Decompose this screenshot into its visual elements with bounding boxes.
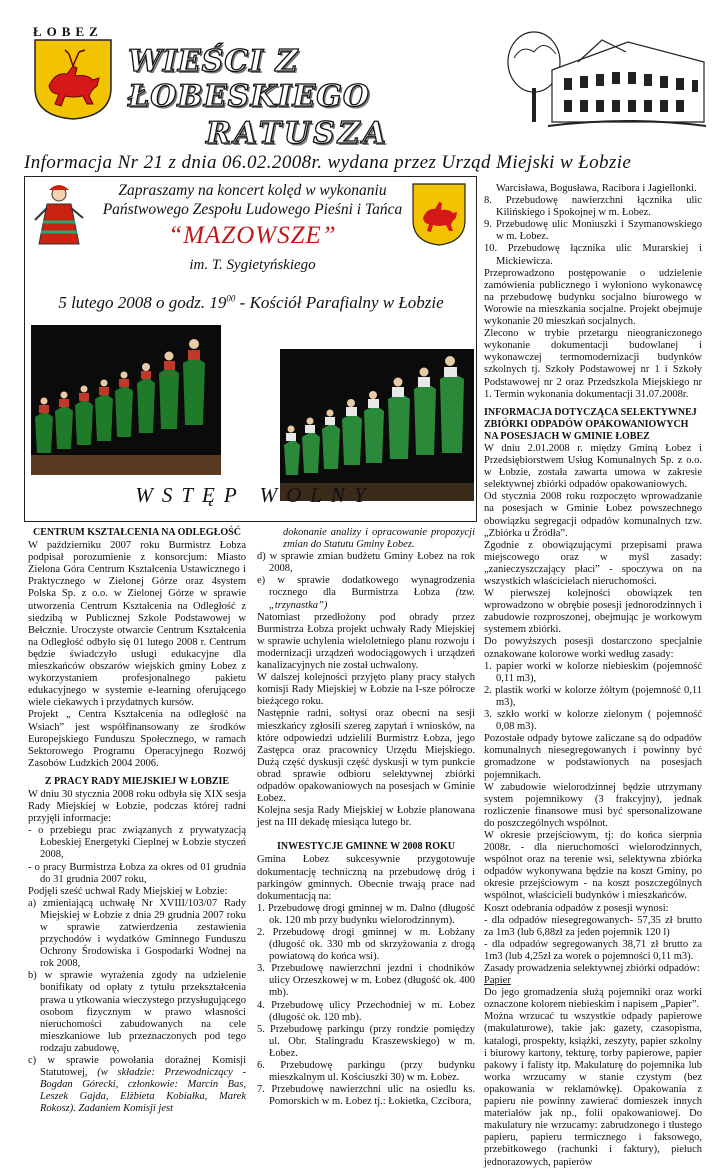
list-item: 3. szkło worki w kolorze zielonym ( pojemność 0,08 m3). <box>484 709 702 733</box>
paragraph: Pozostałe odpady bytowe zaliczane są do odpadów komunalnych niesegregowanych i powinny być gromadzone w podstawionych na posesjach pojemnikach. <box>484 733 702 781</box>
list-item: - o pracy Burmistrza Łobza za okres od 01 grudnia do 31 grudnia 2007 roku, <box>28 861 246 885</box>
list-item <box>28 1055 246 1115</box>
free-entry-text: WSTĘP WOLNY <box>135 483 375 507</box>
dancers-photo-left <box>31 325 221 475</box>
paragraph: W pierwszej kolejności obowiązek ten wprowadzono w obrębie posesji jednorodzinnych i zabudowie rozproszonej, obejmując je workowym systemem zbiórki. <box>484 588 702 636</box>
paragraph: Podjęli sześć uchwał Rady Miejskiej w Łobzie: <box>28 885 228 897</box>
folk-doll-icon <box>31 182 87 252</box>
list-item-italic: (tzw. „trzynastka”) <box>269 587 475 611</box>
list-item: 9. Przebudowę ulic Moniuszki i Szymanowskiego w m. Łobez. <box>484 219 702 243</box>
list-item-text: c) w sprawie powołania doraźnej Komisji Statutowej, <box>28 1055 246 1079</box>
list-item: 1. papier worki w kolorze niebieskim (pojemność 0,11 m3), <box>484 660 702 684</box>
list-item-text: e) w sprawie dodatkowego wynagrodzenia rocznego dla Burmistrza Łobza <box>257 575 475 599</box>
list-item: 8. Przebudowę nawierzchni łącznika ulic Kilińskiego i Spokojnej w m. Łobez. <box>484 195 702 219</box>
concert-venue: - Kościół Parafialny w Łobzie <box>235 293 444 312</box>
list-item: dokonanie analizy i opracowanie propozycji zmian do Statutu Gminy Łobez. <box>283 527 475 551</box>
ensemble-patron: im. T. Sygietyńskiego <box>189 257 316 273</box>
masthead <box>128 44 518 151</box>
paragraph: Koszt odebrania odpadów z posesji wynosi: <box>484 902 669 914</box>
list-item: 2. plastik worki w kolorze żółtym (pojemność 0,11 m3), <box>484 684 702 708</box>
paragraph: W okresie przejściowym, tj: do końca sierpnia 2008r. - dla nieruchomości wielorodzinnych, wspólnot oraz na terenie wsi, selektywna zbiórka odpadów wykonywana będzie na koszt Gminy, po okresie przejściowym - na koszt poszczególnych wspólnot, właścicieli budynków i mieszkańców. <box>484 829 702 902</box>
header <box>0 0 725 173</box>
paragraph: Zlecono w trybie przetargu nieograniczonego wykonanie dokumentacji budowlanej i wykonawczej termomodernizacji budynków szkolnych tj. Szkoły Podstawowej nr 1 i Szkoły Podstawowej nr 2 oraz Przedszkola Miejskiego nr 1. Termin wykonania dokumentacji 31.07.2008r. <box>484 328 702 400</box>
list-item: 2. Przebudowę drogi gminnej w m. Łobżany (długość ok. 330 mb od skrzyżowania z drogą powiatową do końca wsi). <box>257 927 475 963</box>
subheading-paper: Papier <box>484 975 511 987</box>
paragraph: Zasady prowadzenia selektywnej zbiórki odpadów: <box>484 963 700 974</box>
masthead-line1: WIEŚCI Z ŁOBESKIEGO <box>128 44 371 114</box>
masthead-line2: RATUSZA <box>206 116 389 151</box>
paragraph: Przeprowadzono postępowanie o udzielenie zamówienia publicznego i wyłoniono wykonawcę na przebudowę budynku socjalno biurowego w Worowie na mieszkania socjalne. Projekt obejmuje wykonanie 20 mieszkań socjalnych. <box>484 267 702 328</box>
heading-city-council: Z PRACY RADY MIEJSKIEJ W ŁOBZIE <box>44 775 230 787</box>
paragraph: Do powyższych posesji dostarczono specjalnie oznakowane kolorowe worki według zasady: <box>484 636 702 660</box>
crest-label: ŁOBEZ <box>33 24 103 39</box>
paragraph: W październiku 2007 roku Burmistrz Łobza podpisał porozumienie z konsorcjum: Miasto Zielona Góra Centrum Kształcenia Ustawicznego i Praktycznego w Zielonej Górze oraz 4system Polska Sp. z o.o. w Zielonej Górze w sprawie utworzenia Centrum Kształcenia na Odległość z siedzibą w Publicznej Szkole Podstawowej w Bełcznie. Uroczyste otwarcie Centrum Kształcenia na Odległość odbyło się 01 lutego 2008 r. Centrum będzie świadczyło usługi edukacyjne dla mieszkańców obszarów wiejskich gminy Łobez z wykorzystaniem profesjonalnego pakietu edukacyjnego w systemie e-learning oferującego wiele ciekawych i przydatnych kursów. <box>28 540 246 709</box>
heading-distance-learning: CENTRUM KSZTAŁCENIA NA ODLEGŁOŚĆ <box>33 527 241 538</box>
list-item: 6. Przebudowę parkingu (przy budynku mieszkalnym ul. Kościuszki 30) w m. Łobez. <box>257 1060 475 1084</box>
list-item: 5. Przebudowę parkingu (przy rondzie pomiędzy ul. Obr. Stalingradu Kraszewskiego) w m. Łobez. <box>257 1023 475 1059</box>
concert-date-main: 5 lutego 2008 o godz. 19 <box>58 293 227 312</box>
list-item: d) w sprawie zmian budżetu Gminy Łobez na rok 2008, <box>257 551 475 575</box>
paragraph: Zgodnie z obowiązującymi przepisami prawa miejscowego oraz w myśl zasady: „zanieczyszczający płaci” - spoczywa on na wszystkich właścicielach nieruchomości. <box>484 539 702 587</box>
paragraph: Kolejna sesja Rady Miejskiej w Łobzie planowana jest na III dekadę miesiąca lutego br. <box>257 805 475 829</box>
issue-info-line: Informacja Nr 21 z dnia 06.02.2008r. wydana przez Urząd Miejski w Łobzie <box>24 152 632 173</box>
concert-date <box>31 293 471 313</box>
town-hall-drawing-icon <box>508 22 708 134</box>
heading-waste-collection: INFORMACJA DOTYCZĄCA SELEKTYWNEJ ZBIÓRKI ODPADÓW OPAKOWANIOWYCH NA POSESJACH W GMINIE ŁOBEZ <box>484 406 697 442</box>
list-item: b) w sprawie wyrażenia zgody na udzielenie bonifikaty od opłaty z tytułu przekształcenia prawa u ytkowania wieczystego przysługującego osobom fizycznym w prawo własności nieruchomości zabudowanych na cele mieszkaniowe lub przeznaczonych pod tego rodzaju zabudowę, <box>28 970 246 1054</box>
concert-invite-line: Zapraszamy na koncert kolęd w wykonaniu <box>118 182 387 199</box>
list-item: 10. Przebudowę łącznika ulic Murarskiej i Mickiewicza. <box>484 243 702 267</box>
list-item: Warcisława, Bogusława, Racibora i Jagiellonki. <box>496 183 697 194</box>
concert-date-minutes: 00 <box>226 293 236 304</box>
list-item: - dla odpadów niesegregowanych- 57,35 zł brutto za 1m3 (lub 6,88zł za jeden pojemnik 120 l) <box>484 914 702 938</box>
paragraph: Gmina Łobez sukcesywnie przygotowuje dokumentację techniczną na przebudowę dróg i parkingów gminnych. Obecnie trwają prace nad dokumentacją na: <box>257 854 475 902</box>
list-item: 7. Przebudowę nawierzchni ulic na osiedlu ks. Pomorskich w m. Łobez tj.: Łokietka, Czcibora, <box>257 1084 475 1108</box>
paragraph: Projekt „ Centra Kształcenia na odległość na Wsiach” jest współfinansowany ze środków Europejskiego Funduszu Społecznego, w ramach Sektorowego Programu Operacyjnego Rozwój Zasobów Ludzkich 2004 2006. <box>28 709 246 769</box>
paragraph: W dniu 2.01.2008 r. między Gminą Łobez i Przedsiębiorstwem Usług Komunalnych Sp. z o.o. w Łobzie, została zawarta umowa w zakresie selektywnej zbiórki odpadów opakowaniowych. <box>484 442 702 491</box>
paragraph: Można wrzucać tu wszystkie odpady papierowe (makulaturowe), takie jak: gazety, czasopisma, katalogi, prospekty, książki, zeszyty, papier szkolny i biurowy kartony, tekturę, torby papierowe, papier pakowy i falisty itp. Makulaturę do pojemnika lub worka wrzucamy w stanie czystym (bez opakowania w reklamówkę). Opakowania z papieru nie powinny zawierać domieszek innych materiałów jak np., folii opakowaniowej. Do makulatury nie wrzucamy: zabrudzonego i tłustego papieru, papieru termicznego i faksowego, przebitkowego (rachunki i faktury), pieluch jednorazowych, papierów <box>484 1011 702 1168</box>
ensemble-title: “MAZOWSZE” <box>168 222 337 249</box>
concert-announcement <box>24 176 477 522</box>
list-item: 3. Przebudowę nawierzchni jezdni i chodników ulicy Orzeszkowej w m. Łobez (długość ok. 400 mb). <box>257 963 475 999</box>
paragraph: W dniu 30 stycznia 2008 roku odbyła się XIX sesja Rady Miejskiej w Łobzie, podczas której radni przyjęli informacje: <box>28 788 246 825</box>
ensemble-name-line: Państwowego Zespołu Ludowego Pieśni i Tańca <box>102 201 403 218</box>
list-item: - o przebiegu prac związanych z prywatyzacją Łobeskiej Energetyki Cieplnej w Łobzie styczeń 2008, <box>28 825 246 861</box>
paragraph: Od stycznia 2008 roku rozpoczęto wprowadzanie na posesjach w Gminie Łobez powszechnego obowiązku segregacji odpadów komunalnych tzw. „Zbiórka u Źródła”. <box>484 491 702 539</box>
column-1 <box>28 527 246 1116</box>
dancers-photo-right <box>280 349 474 501</box>
list-item: - dla odpadów segregowanych 38,71 zł brutto za 1m3 (lub 4,25zł za worek o pojemności 0,11 m3). <box>484 938 702 962</box>
paragraph: Następnie radni, sołtysi oraz obecni na sesji mieszkańcy zgłosili szereg zapytań i wniosków, na które odpowiedzi udzielili Burmistrz Łobza, jego Zastępca oraz pracownicy Urzędu Miejskiego. Dużą część dyskusji część dyskusji w tym punkcie obrad sprawie odbioru selektywnej zbiórki odpadów opakowaniowych na posesjach w Gminie Łobez. <box>257 708 475 805</box>
list-item: 1. Przebudowę drogi gminnej w m. Dalno (długość ok. 120 mb przy budynku wielorodzinnym). <box>257 902 475 926</box>
list-item: a) zmieniającą uchwałę Nr XVIII/103/07 Rady Miejskiej w Łobzie z dnia 29 grudnia 2007 roku w sprawie zatwierdzenia zestawienia przychodów i wydatków Gminnego Funduszu Ochrony Środowiska i Gospodarki Wodnej na rok 2008, <box>28 897 246 970</box>
paragraph: W zabudowie wielorodzinnej będzie utrzymany system pojemnikowy (3 frakcyjny), jednak rozliczenie finansowe musi być spersonalizowane do poszczególnych wspólnot. <box>484 781 702 829</box>
paragraph: Do jego gromadzenia służą pojemniki oraz worki oznaczone kolorem niebieskim i napisem „Papier”. <box>484 987 702 1011</box>
lobez-crest-small-icon <box>411 182 467 246</box>
column-3 <box>484 183 702 1169</box>
lobez-crest-icon <box>33 38 113 120</box>
list-item <box>257 575 475 611</box>
paragraph: W dalszej kolejności przyjęto plany pracy stałych komisji Rady Miejskiej w Łobzie na I-sze półrocze bieżącego roku. <box>257 672 475 708</box>
list-item: 4. Przebudowę ulicy Przechodniej w m. Łobez (długość ok. 120 mb). <box>257 999 475 1023</box>
concert-text <box>85 181 420 275</box>
paragraph: Natomiast przedłożony pod obrady przez Burmistrza Łobza projekt uchwały Rady Miejskiej w sprawie uchylenia wieloletniego planu rozwoju i modernizacji urządzeń wodociągowych i urządzeń kanalizacyjnych nie został uchwalony. <box>257 611 475 672</box>
heading-investments: INWESTYCJE GMINNE W 2008 ROKU <box>277 841 455 853</box>
column-2 <box>257 527 475 1108</box>
list-item-italic: (w składzie: Przewodniczący - Bogdan Górecki, członkowie: Marcin Bas, Leszek Gajda, Elżbieta Kobiałka, Marek Rokosz). Zadaniem Komisji jest <box>40 1067 246 1115</box>
